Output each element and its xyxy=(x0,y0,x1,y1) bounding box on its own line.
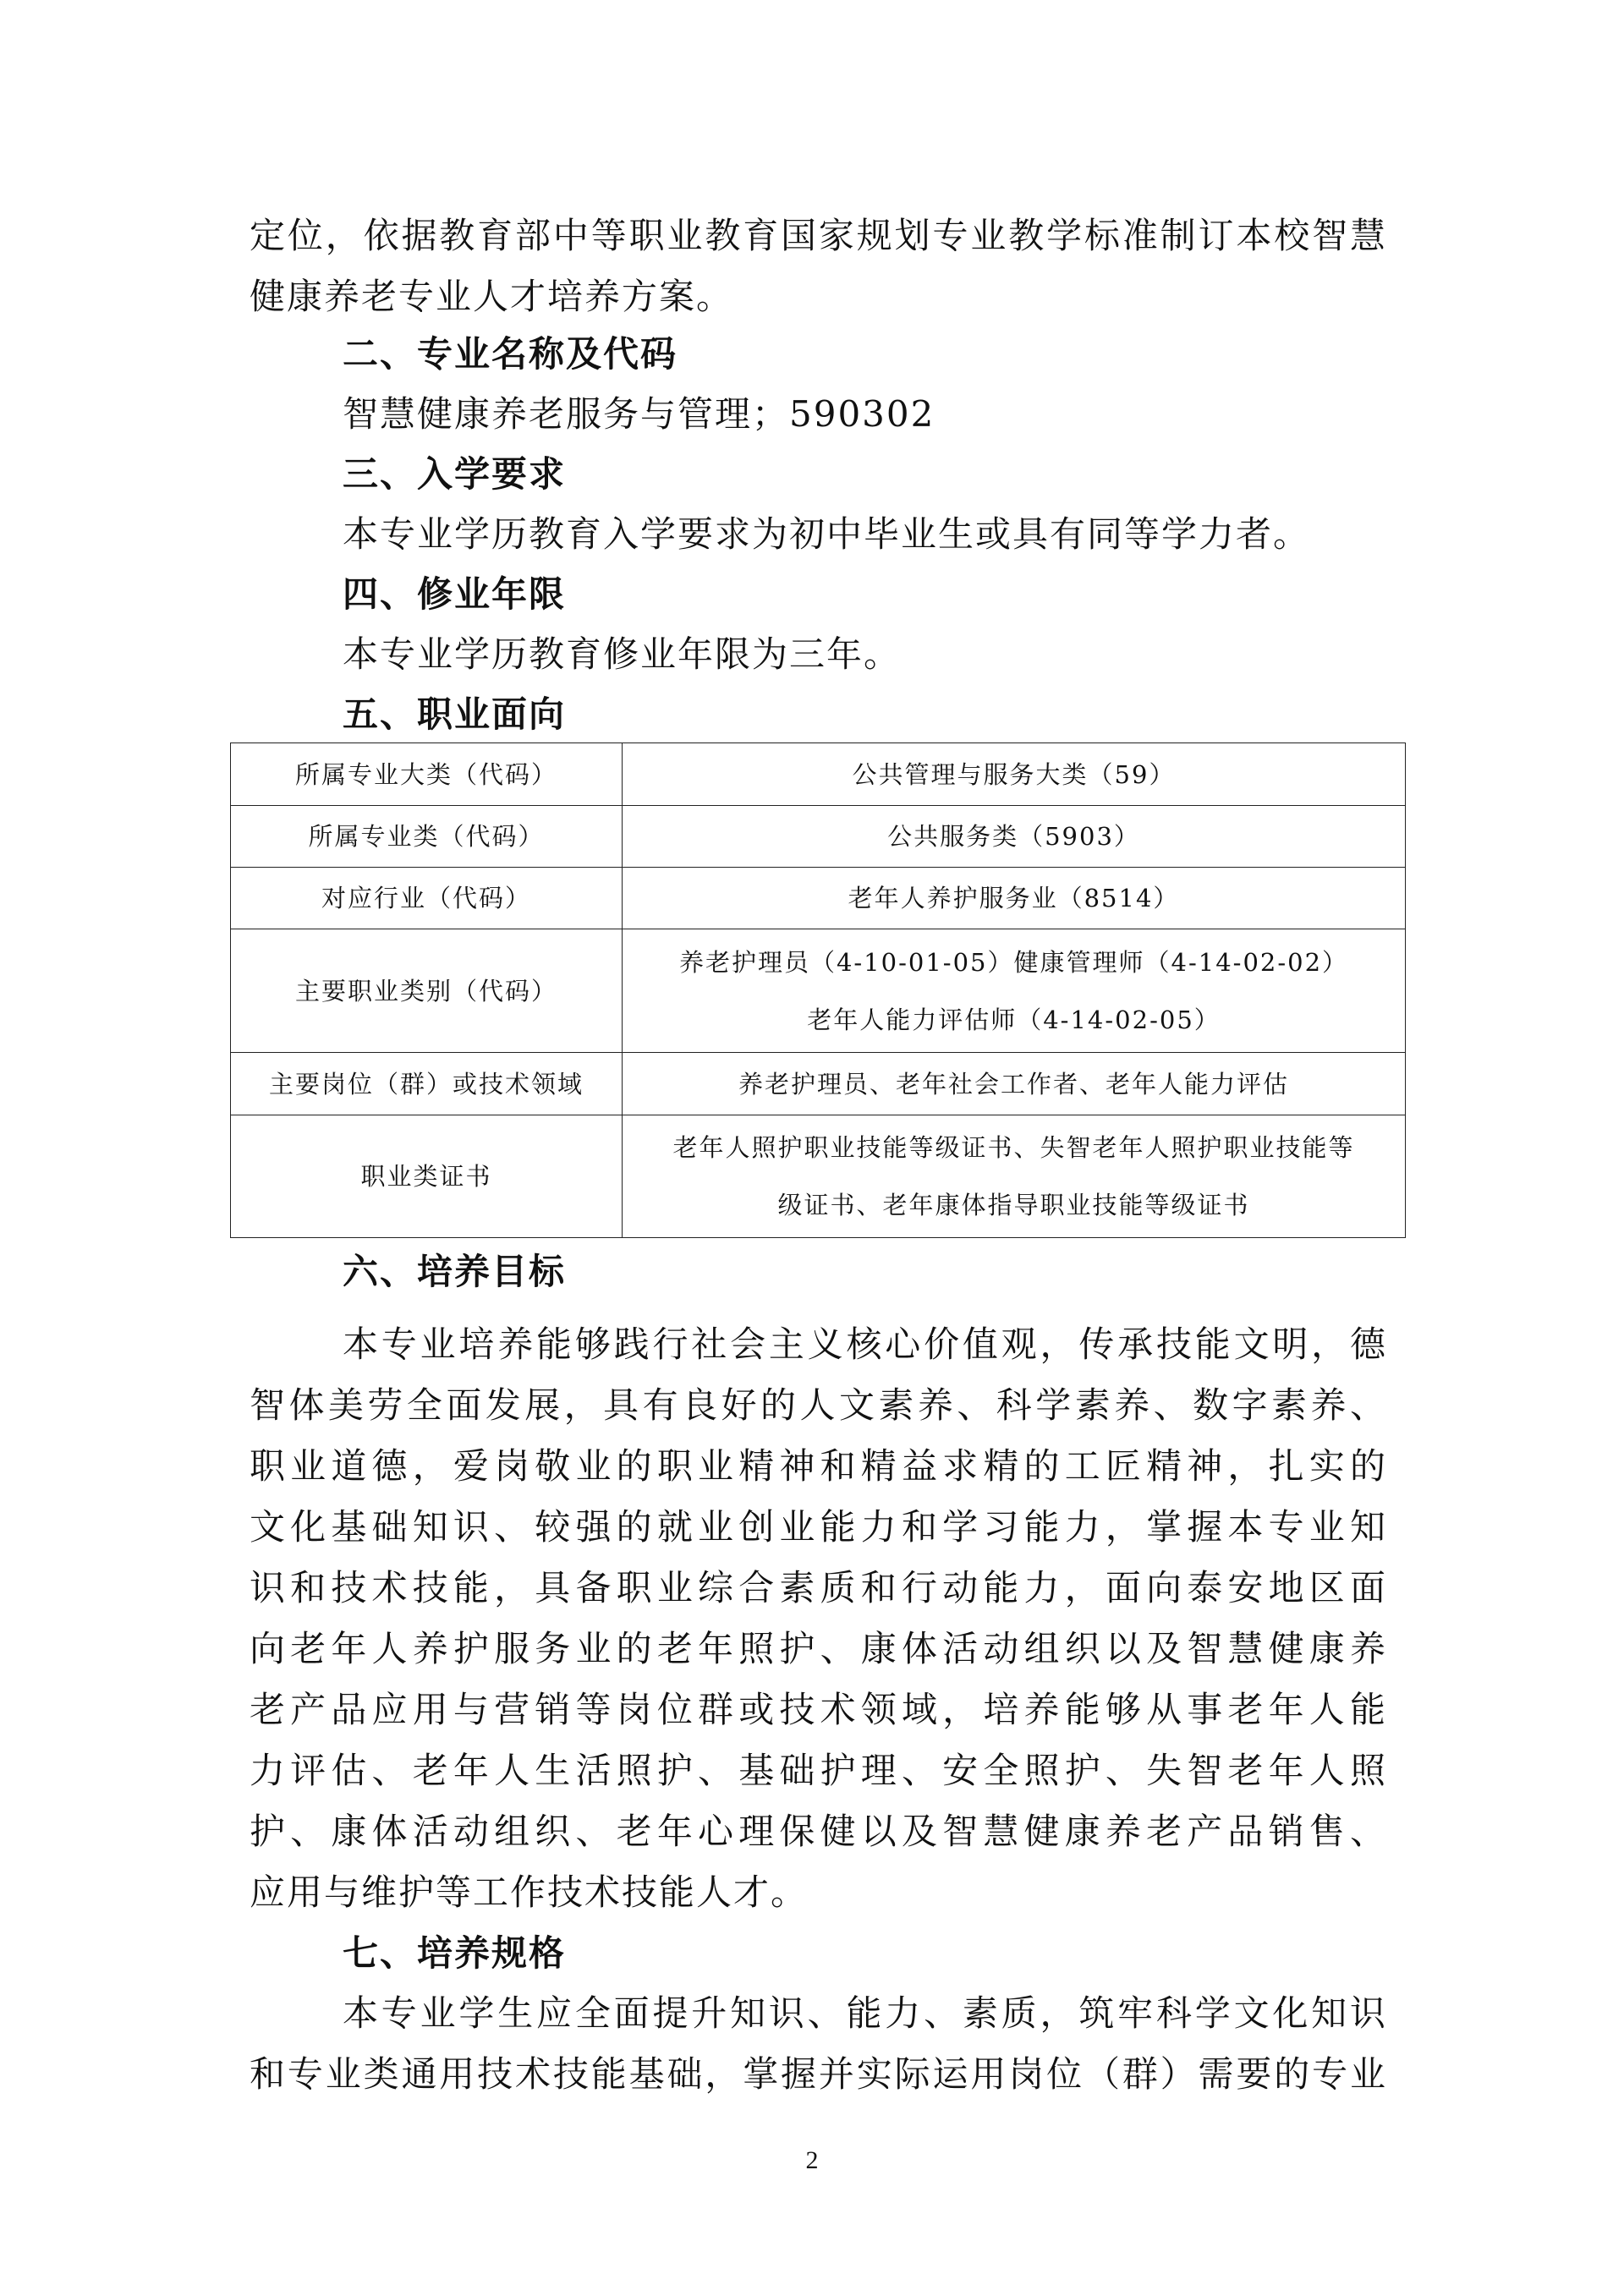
table-cell-value-line: 老年人照护职业技能等级证书、失智老年人照护职业技能等 xyxy=(672,1133,1355,1162)
table-cell-label: 对应行业（代码） xyxy=(231,868,623,929)
spec-line: 和专业类通用技术技能基础，掌握并实际运用岗位（群）需要的专业 xyxy=(250,2053,1387,2095)
table-cell-label: 所属专业大类（代码） xyxy=(231,743,623,806)
table-row xyxy=(231,1115,1406,1238)
table-cell-value: 养老护理员、老年社会工作者、老年人能力评估 xyxy=(623,1053,1406,1115)
section-heading-3: 三、入学要求 xyxy=(343,453,567,495)
table-cell-value xyxy=(623,1115,1406,1238)
goal-line: 智体美劳全面发展，具有良好的人文素养、科学素养、数字素养、 xyxy=(250,1384,1387,1426)
table-cell-label: 主要职业类别（代码） xyxy=(231,929,623,1053)
table-row xyxy=(231,1053,1406,1115)
table-cell-value-line: 老年人能力评估师（4-14-02-05） xyxy=(807,1005,1221,1034)
section-text-3: 本专业学历教育入学要求为初中毕业生或具有同等学力者。 xyxy=(343,513,1311,555)
table-cell-value: 公共服务类（5903） xyxy=(623,806,1406,868)
goal-line: 老产品应用与营销等岗位群或技术领域，培养能够从事老年人能 xyxy=(250,1689,1387,1730)
goal-line: 识和技术技能，具备职业综合素质和行动能力，面向泰安地区面 xyxy=(250,1567,1387,1608)
table-cell-value xyxy=(623,929,1406,1053)
section-heading-5: 五、职业面向 xyxy=(343,693,567,735)
table-row xyxy=(231,743,1406,806)
table-row xyxy=(231,868,1406,929)
table-cell-label: 主要岗位（群）或技术领域 xyxy=(231,1053,623,1115)
spec-line: 本专业学生应全面提升知识、能力、素质，筑牢科学文化知识 xyxy=(343,1992,1387,2034)
goal-line: 向老年人养护服务业的老年照护、康体活动组织以及智慧健康养 xyxy=(250,1628,1387,1669)
table-row xyxy=(231,929,1406,1053)
table-cell-value: 公共管理与服务大类（59） xyxy=(623,743,1406,806)
goal-line: 本专业培养能够践行社会主义核心价值观，传承技能文明，德 xyxy=(343,1323,1387,1365)
goal-line: 职业道德，爱岗敬业的职业精神和精益求精的工匠精神，扎实的 xyxy=(250,1445,1387,1487)
occupation-table xyxy=(230,743,1406,1238)
table-cell-value: 老年人养护服务业（8514） xyxy=(623,868,1406,929)
section-heading-7: 七、培养规格 xyxy=(343,1932,567,1974)
page-number: 2 xyxy=(805,2146,819,2174)
table-row xyxy=(231,806,1406,868)
goal-line: 力评估、老年人生活照护、基础护理、安全照护、失智老年人照 xyxy=(250,1750,1387,1791)
section-text-4: 本专业学历教育修业年限为三年。 xyxy=(343,633,902,675)
table-cell-label: 所属专业类（代码） xyxy=(231,806,623,868)
intro-line-2: 健康养老专业人才培养方案。 xyxy=(250,276,734,317)
table-cell-value-line: 养老护理员（4-10-01-05）健康管理师（4-14-02-02） xyxy=(678,947,1349,977)
intro-line-1: 定位，依据教育部中等职业教育国家规划专业教学标准制订本校智慧 xyxy=(250,215,1387,256)
section-heading-2: 二、专业名称及代码 xyxy=(343,333,678,375)
section-text-2: 智慧健康养老服务与管理；590302 xyxy=(343,393,935,435)
section-heading-4: 四、修业年限 xyxy=(343,573,567,615)
table-cell-value-line: 级证书、老年康体指导职业技能等级证书 xyxy=(777,1191,1250,1219)
section-heading-6: 六、培养目标 xyxy=(343,1251,567,1292)
goal-line: 应用与维护等工作技术技能人才。 xyxy=(250,1871,809,1913)
table-cell-label: 职业类证书 xyxy=(231,1115,623,1238)
goal-line: 护、康体活动组织、老年心理保健以及智慧健康养老产品销售、 xyxy=(250,1811,1387,1852)
goal-line: 文化基础知识、较强的就业创业能力和学习能力，掌握本专业知 xyxy=(250,1506,1387,1548)
